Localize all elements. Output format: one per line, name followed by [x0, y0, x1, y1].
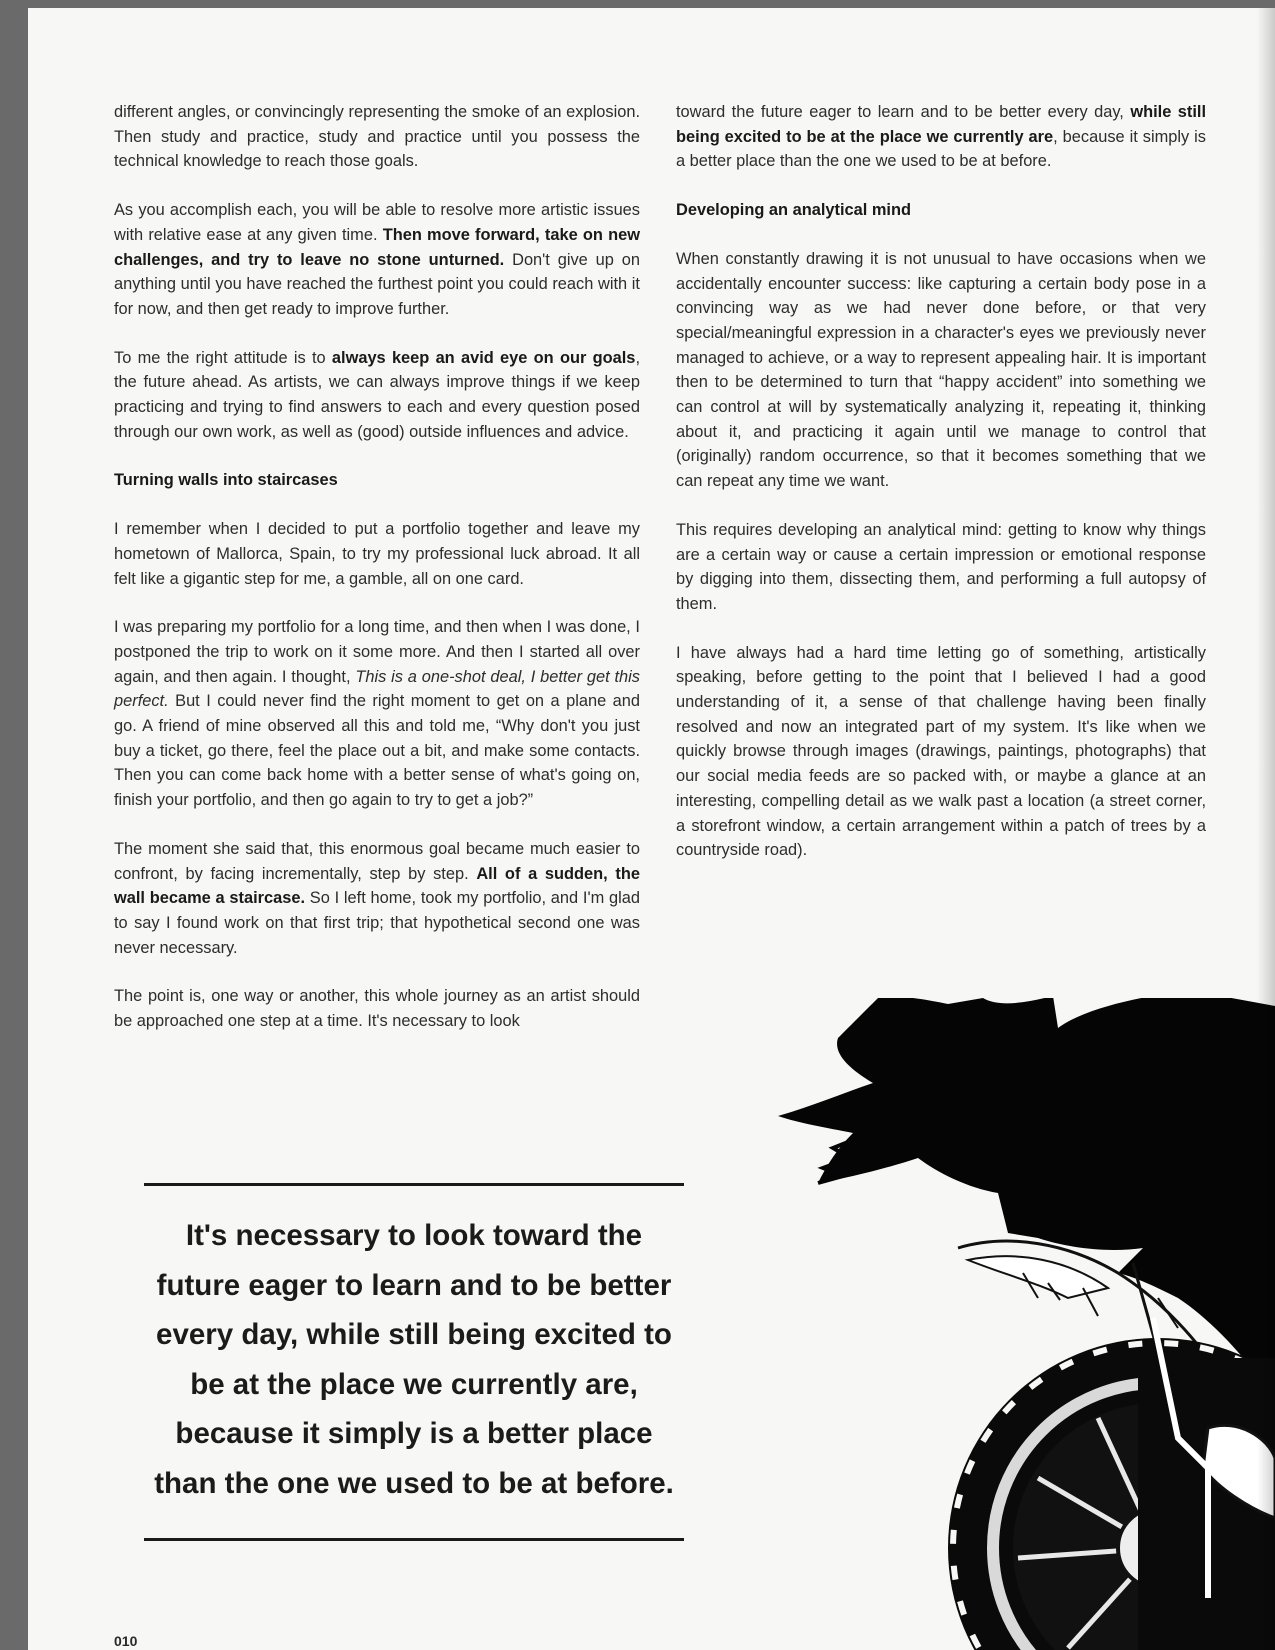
motorcycle-illustration	[738, 998, 1275, 1650]
emphasis: All of a sudden, the wall became a staircase.	[114, 864, 640, 908]
pull-quote-bottom-rule	[144, 1538, 684, 1541]
emphasis: Then move forward, take on new challenges, and try to leave no stone unturned.	[114, 225, 640, 269]
paragraph: As you accomplish each, you will be able to resolve more artistic issues with relative ease at any given time. Then move forward, take on new challenges, and try to leave no stone unturned. Don't give up on anything until you have reached the furthest point you could reach with it for now, and then get ready to improve further.	[114, 201, 640, 318]
book-page	[28, 8, 1275, 1650]
paragraph: I remember when I decided to put a portfolio together and leave my hometown of Mallorca, Spain, to try my professional luck abroad. It all felt like a gigantic step for me, a gamble, all on one card.	[114, 520, 640, 588]
paragraph: The moment she said that, this enormous goal became much easier to confront, by facing incrementally, step by step. All of a sudden, the wall became a staircase. So I left home, took my portfolio, and I'm glad to say I found work on that first trip; that hypothetical second one was never necessary.	[114, 839, 640, 957]
paragraph: toward the future eager to learn and to be better every day, while still being excited to be at the place we currently are, because it simply is a better place than the one we used to be at before.	[676, 103, 1207, 171]
paragraph: When constantly drawing it is not unusual to have occasions when we accidentally encounter success: like capturing a certain body pose in a convincing way as we had never done before, or that very special/meaningful expression in a character's eyes we previously never managed to achieve, or a way to represent appealing hair. It is important then to be determined to turn that “happy accident” into something we can control at will by systematically analyzing it, repeating it, thinking about it, and practicing it again until we manage to control that (originally) random occurrence, so that it becomes something that we can repeat any time we want.	[676, 249, 1206, 491]
emphasis: while still being excited to be at the place we currently are	[676, 103, 1206, 146]
hatch-line	[1158, 1298, 1178, 1328]
paragraph: The point is, one way or another, this whole journey as an artist should be approached one step at a time. It's necessary to look	[114, 987, 640, 1031]
emphasis: always keep an avid eye on our goals	[331, 348, 636, 367]
right-column	[676, 100, 1206, 887]
page-number: 010	[114, 1633, 138, 1649]
left-column	[114, 100, 640, 1058]
page-edge-shadow	[1257, 8, 1275, 1650]
ink-silhouette	[778, 998, 1275, 1398]
section-heading: Developing an analytical mind	[676, 201, 911, 220]
pull-quote-top-rule	[144, 1183, 684, 1186]
italic-thought: This is a one-shot deal, I better get this perfect.	[114, 667, 640, 711]
pull-quote-text: It's necessary to look toward the future eager to learn and to be better every day, while still being excited to be at the place we currently are, because it simply is a better place than the one we used to be at before.	[154, 1219, 674, 1500]
pull-quote	[144, 1183, 684, 1541]
paragraph: different angles, or convincingly representing the smoke of an explosion. Then study and practice, study and practice until you possess the technical knowledge to reach those goals.	[114, 103, 640, 171]
paragraph: This requires developing an analytical mind: getting to know why things are a certain way or cause a certain impression or emotional response by digging into them, dissecting them, and performing a full autopsy of them.	[676, 520, 1206, 613]
paragraph: I have always had a hard time letting go of something, artistically speaking, before getting to the point that I believed I had a good understanding of it, a sense of that challenge having been finally resolved and now an integrated part of my system. It's like when we quickly browse through images (drawings, paintings, photographs) that our social media feeds are so packed with, or maybe a glance at an interesting, compelling detail as we walk past a location (a street corner, a storefront window, a certain arrangement within a patch of trees by a countryside road).	[676, 643, 1206, 860]
paragraph: To me the right attitude is to always keep an avid eye on our goals, the future ahead. As artists, we can always improve things if we keep practicing and trying to find answers to each and every question posed through our own work, as well as (good) outside influences and advice.	[114, 348, 640, 441]
paragraph: I was preparing my portfolio for a long time, and then when I was done, I postponed the trip to work on it some more. And then I started all over again, and then again. I thought, This is a one-shot deal, I better get this perfect. But I could never find the right moment to get on a plane and go. A friend of mine observed all this and told me, “Why don't you just buy a ticket, go there, feel the place out a bit, and make some contacts. Then you can come back home with a better sense of what's going on, finish your portfolio, and then go again to try to get a job?”	[114, 618, 640, 810]
section-heading: Turning walls into staircases	[114, 471, 338, 490]
fender-panel	[968, 1256, 1108, 1298]
